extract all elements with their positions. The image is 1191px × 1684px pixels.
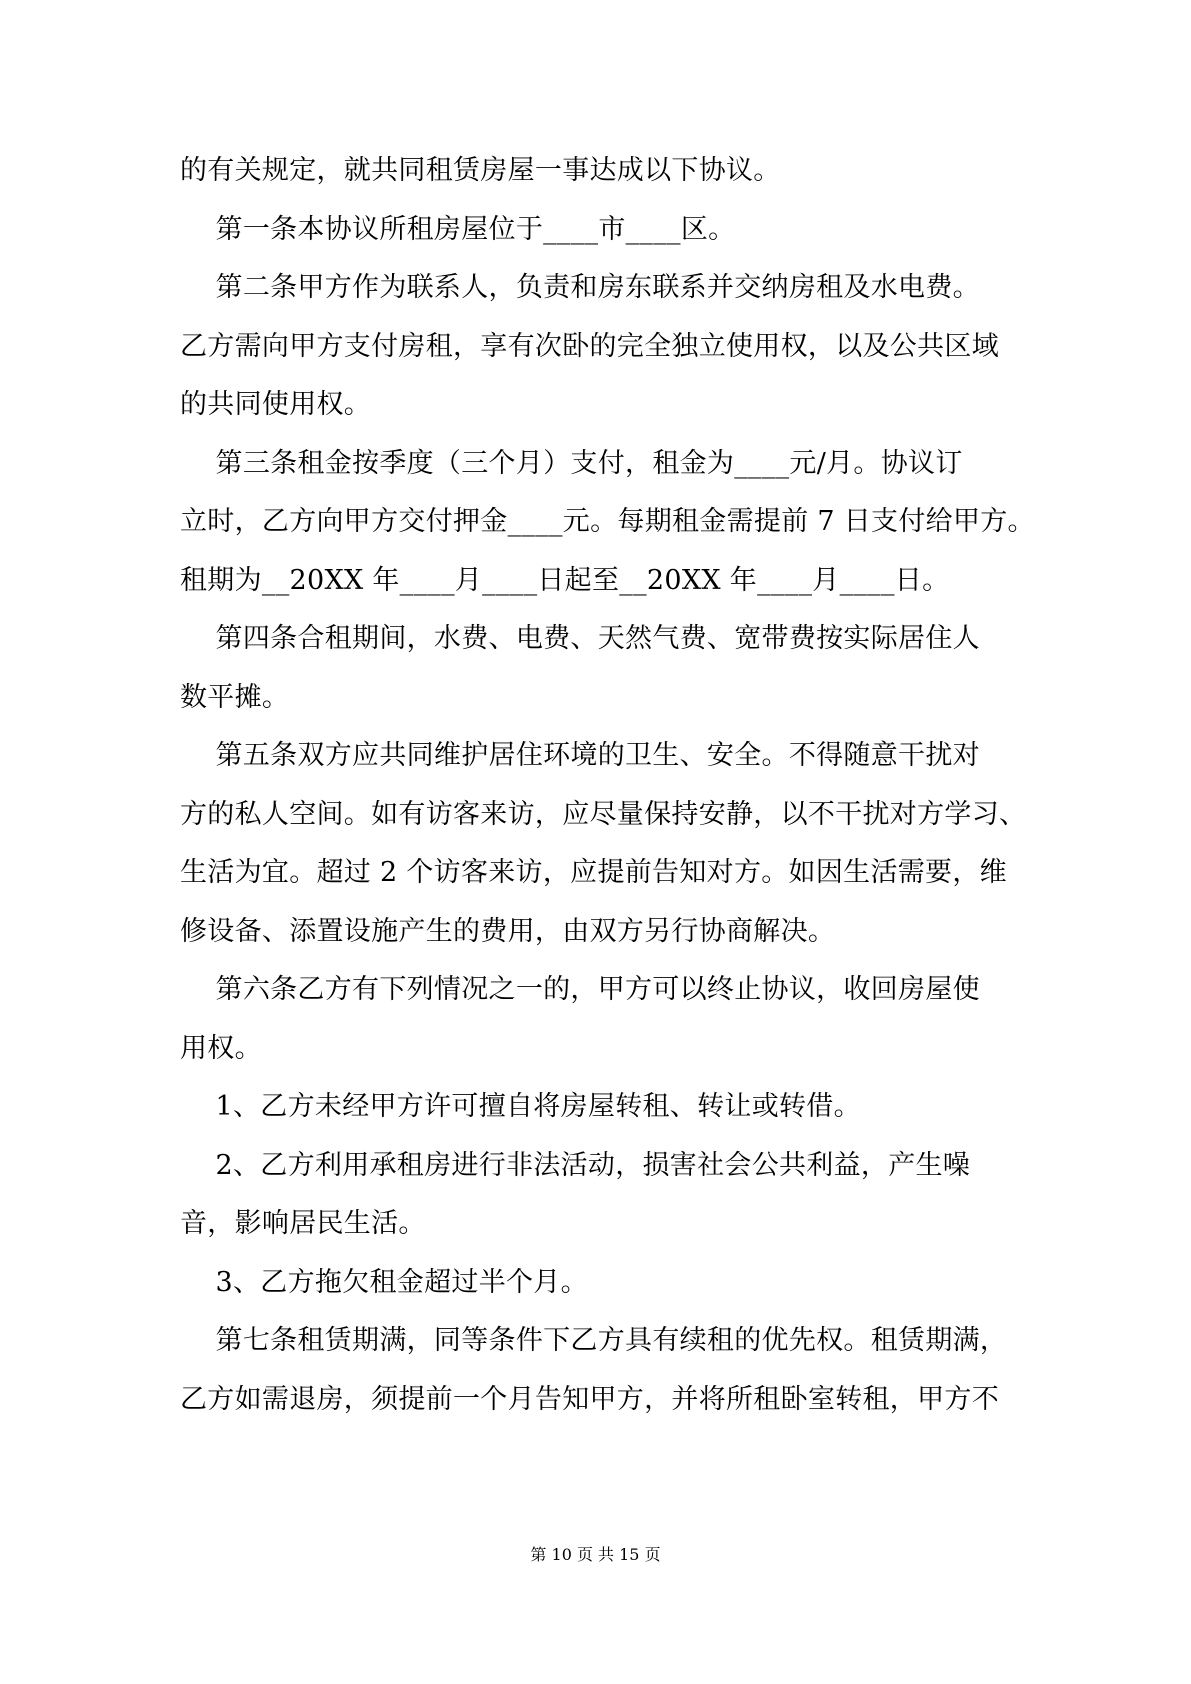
text-line: 方的私人空间。如有访客来访，应尽量保持安静，以不干扰对方学习、	[180, 798, 1027, 830]
text-line: 第一条本协议所租房屋位于____市____区。	[180, 213, 736, 245]
text-line: 用权。	[180, 1032, 262, 1064]
text-line: 音，影响居民生活。	[180, 1208, 426, 1239]
text-line: 乙方需向甲方支付房租，享有次卧的完全独立使用权，以及公共区域	[180, 330, 999, 362]
text-line: 第五条双方应共同维护居住环境的卫生、安全。不得随意干扰对	[180, 740, 980, 771]
text-line: 3、乙方拖欠租金超过半个月。	[180, 1266, 588, 1298]
text-line: 第二条甲方作为联系人，负责和房东联系并交纳房租及水电费。	[180, 272, 980, 303]
text-line: 第七条租赁期满，同等条件下乙方具有续租的优先权。租赁期满，	[180, 1325, 1008, 1356]
text-line: 数平摊。	[180, 681, 290, 713]
page-number-footer: 第 10 页 共 15 页	[530, 1545, 661, 1564]
document-body	[180, 142, 1035, 1429]
text-line: 的有关规定，就共同租赁房屋一事达成以下协议。	[180, 155, 781, 186]
text-line: 立时，乙方向甲方交付押金____元。每期租金需提前 7 日支付给甲方。	[180, 506, 1035, 537]
text-line: 第四条合租期间，水费、电费、天然气费、宽带费按实际居住人	[180, 623, 980, 654]
text-line: 生活为宜。超过 2 个访客来访，应提前告知对方。如因生活需要，维	[180, 857, 1007, 888]
text-line: 第三条租金按季度（三个月）支付，租金为____元/月。协议订	[180, 447, 963, 479]
text-line: 的共同使用权。	[180, 389, 372, 420]
text-line: 1、乙方未经甲方许可擅自将房屋转租、转让或转借。	[180, 1091, 861, 1122]
text-line: 修设备、添置设施产生的费用，由双方另行协商解决。	[180, 915, 836, 947]
text-line: 2、乙方利用承租房进行非法活动，损害社会公共利益，产生噪	[180, 1149, 971, 1181]
text-line: 第六条乙方有下列情况之一的，甲方可以终止协议，收回房屋使	[180, 974, 980, 1005]
text-line: 租期为__20XX 年____月____日起至__20XX 年____月____日。	[180, 564, 950, 596]
text-line: 乙方如需退房，须提前一个月告知甲方，并将所租卧室转租，甲方不	[180, 1383, 999, 1415]
